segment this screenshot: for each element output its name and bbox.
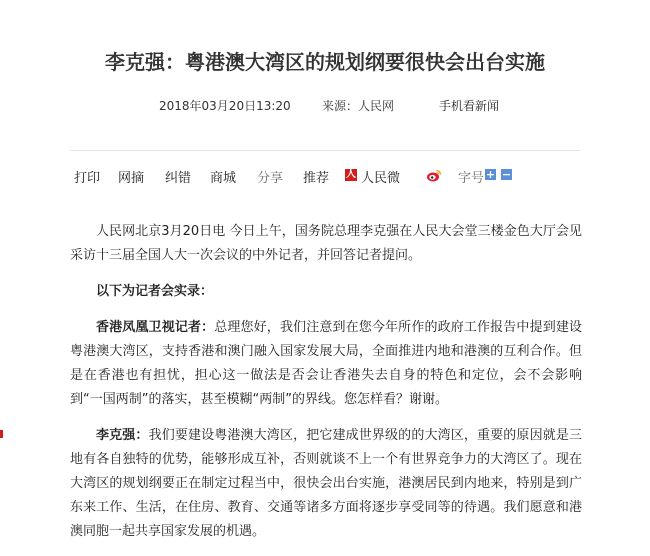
font-size-decrease-button[interactable]: − [501,168,512,181]
paragraph-question [70,316,582,412]
publish-datetime: 2018年03月20日13:20 [159,99,291,113]
article-toolbar [0,167,650,185]
font-size-label: 字号 [458,171,485,186]
sina-weibo-icon[interactable] [426,168,442,183]
print-button[interactable]: 打印 [74,171,101,186]
speaker-name: 香港凤凰卫视记者： [96,320,215,335]
paragraph-answer [70,424,582,544]
people-weibo-link[interactable]: 人民微 [361,171,401,186]
article-title: 李克强：粤港澳大湾区的规划纲要很快会出台实施 [105,50,545,74]
recommend-button[interactable]: 推荐 [303,171,330,186]
question-text: 总理您好，我们注意到在您今年所作的政府工作报告中提到建设粤港澳大湾区，支持香港和澳门融入国家发展大局，全面推进内地和港澳的互利合作。但是在香港也有担忧，担心这一做法是否会让香港失去自身的特色和定位，会不会影响到“一国两制”的落实，甚至模糊“两制”的界线。您怎样看？谢谢。 [70,320,582,407]
correct-button[interactable]: 纠错 [165,171,192,186]
transcript-heading: 以下为记者会实录： [96,284,214,299]
netpick-button[interactable]: 网摘 [118,171,145,186]
font-size-increase-button[interactable]: + [485,168,496,181]
left-edge-marker [0,430,3,438]
header-divider [70,150,580,151]
paragraph-lead: 人民网北京3月20日电 今日上午，国务院总理李克强在人民大会堂三楼金色大厅会见采访十三届全国人大一次会议的中外记者，并回答记者提问。 [70,224,582,263]
answer-text: 我们要建设粤港澳大湾区，把它建成世界级的的大湾区，重要的原因就是三地有各自独特的优势，能够形成互补，否则就谈不上一个有世界竞争力的大湾区了。现在大湾区的规划纲要正在制定过程当中，很快会出台实施，港澳居民到内地来，特别是到广东来工作、生活，在住房、教育、交通等诸多方面将逐步享受同等的待遇。我们愿意和港澳同胞一起共享国家发展的机遇。 [70,428,582,539]
article-source: 来源：人民网 [322,99,395,113]
mobile-news-link[interactable]: 手机看新闻 [439,99,500,113]
article-meta [0,97,650,113]
article-body [70,220,582,556]
mall-button[interactable]: 商城 [210,171,237,186]
share-button[interactable]: 分享 [257,171,284,186]
people-weibo-logo-icon: 人 [346,169,356,180]
speaker-name: 李克强： [96,428,149,443]
paragraph-transcript-heading [70,280,582,304]
